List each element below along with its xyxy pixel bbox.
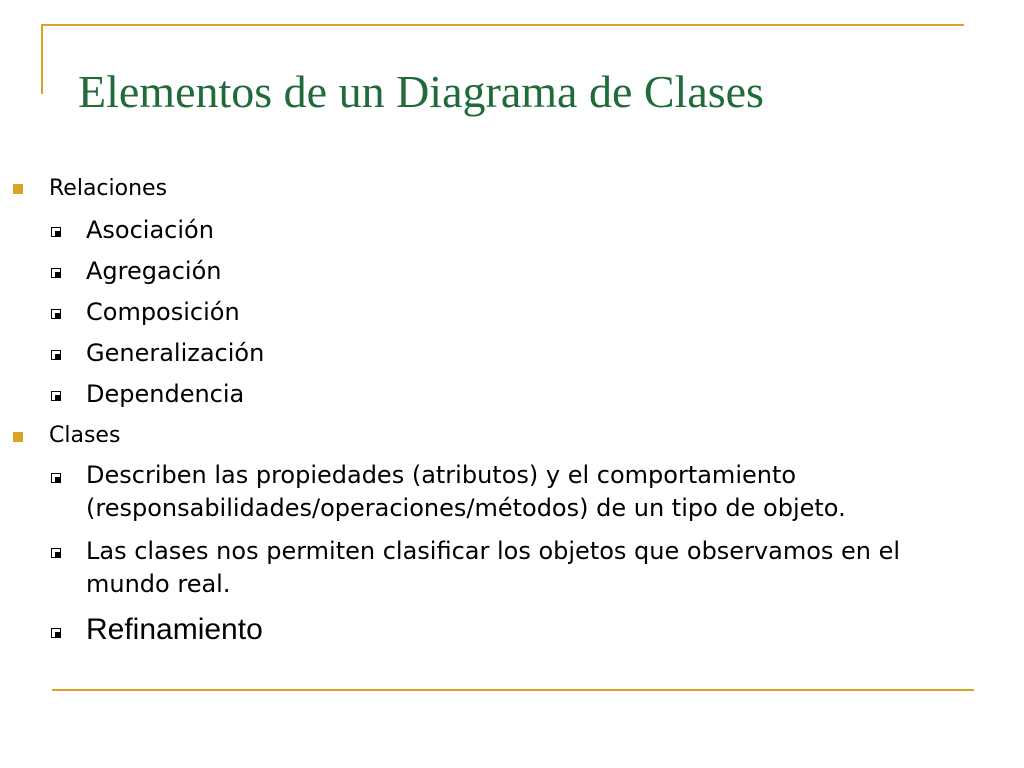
- hollow-square-bullet-icon: [51, 473, 61, 483]
- square-bullet-icon: [13, 184, 23, 194]
- section-heading-clases: Clases: [49, 423, 121, 448]
- top-accent-rule: [41, 24, 964, 26]
- left-accent-rule: [41, 24, 43, 94]
- bottom-accent-rule: [52, 689, 974, 691]
- hollow-square-bullet-icon: [51, 391, 61, 401]
- list-item-describen: Describen las propiedades (atributos) y el comportamiento (responsabilidades/operaciones/métodos) de un tipo de objeto.: [86, 461, 846, 522]
- list-item-agregacion: Agregación: [86, 257, 222, 285]
- hollow-square-bullet-icon: [51, 309, 61, 319]
- list-item-composicion: Composición: [86, 298, 240, 326]
- list-item-asociacion: Asociación: [86, 216, 214, 244]
- hollow-square-bullet-icon: [51, 350, 61, 360]
- hollow-square-bullet-icon: [51, 227, 61, 237]
- slide-title: Elementos de un Diagrama de Clases: [78, 66, 764, 117]
- list-item-refinamiento: Refinamiento: [86, 613, 263, 646]
- list-item-generalizacion: Generalización: [86, 339, 265, 367]
- hollow-square-bullet-icon: [51, 628, 61, 638]
- square-bullet-icon: [13, 432, 23, 442]
- list-item-clasificar: Las clases nos permiten clasificar los objetos que observamos en el mundo real.: [86, 537, 901, 598]
- section-heading-relaciones: Relaciones: [49, 176, 168, 201]
- hollow-square-bullet-icon: [51, 268, 61, 278]
- hollow-square-bullet-icon: [51, 548, 61, 558]
- list-item-dependencia: Dependencia: [86, 380, 245, 408]
